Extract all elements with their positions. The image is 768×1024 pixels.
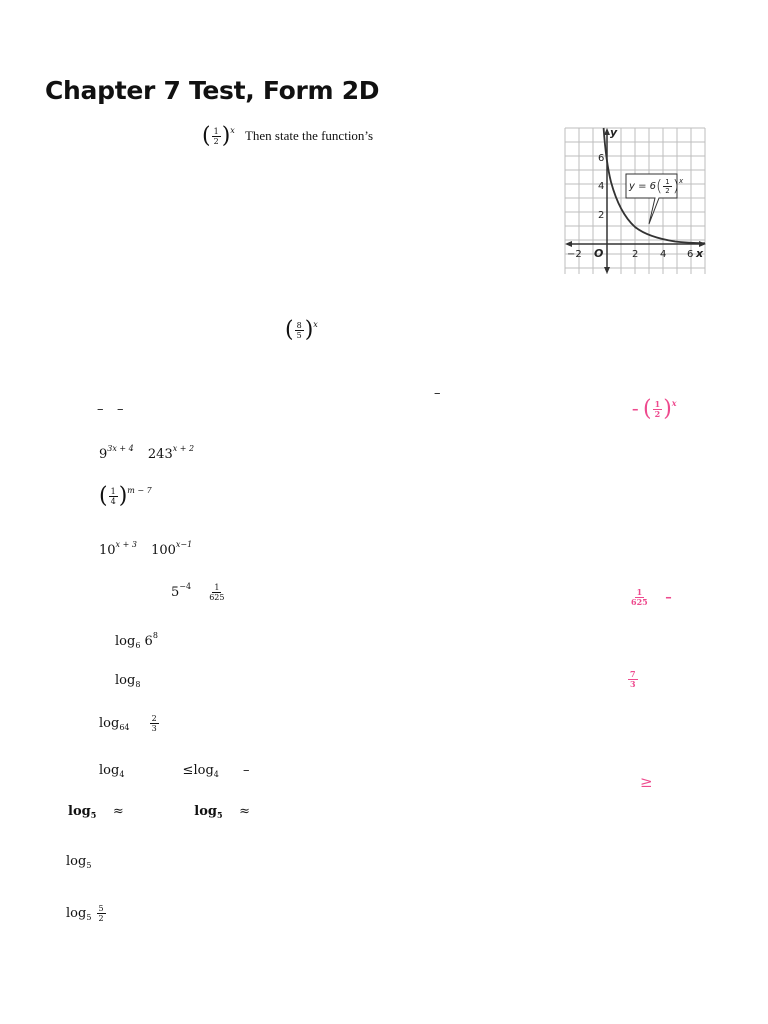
q1-text: Then state the function’s xyxy=(244,128,374,143)
equation-5: $\log_6 6^8$ xyxy=(115,631,158,650)
y-axis-label: y xyxy=(610,126,618,139)
answer-pink-2: $\frac{1}{625}$ – xyxy=(631,587,672,607)
equation-10: $\log_5$ xyxy=(66,854,92,870)
origin-label: O xyxy=(594,247,604,260)
answer-pink-3: $\frac{7}{3}$ xyxy=(630,669,636,689)
dash-left-1: – xyxy=(97,402,104,417)
x-tick-2: 2 xyxy=(632,249,639,260)
dash-left-2: – xyxy=(117,402,124,417)
equation-9: $\log_5 \approx \log_5$ ≈ xyxy=(68,804,250,820)
paren-close: ) xyxy=(221,123,231,149)
equation-6: $\log_8$ xyxy=(115,673,141,689)
x-tick-neg2: −2 xyxy=(567,249,582,260)
x-axis-label: x xyxy=(696,247,704,260)
q1-fraction: $\frac{1}{2}$ xyxy=(213,127,219,146)
answer-pink-4: ≥ xyxy=(640,773,653,791)
equation-3: $10^{x + 3}$ $100^{x-1}$ xyxy=(99,540,193,558)
graph-svg xyxy=(563,126,707,276)
page-title: Chapter 7 Test, Form 2D xyxy=(45,76,380,105)
dash-top: – xyxy=(434,386,441,401)
answer-pink-1: – ( $\frac{1}{2}$ )$^x$ xyxy=(632,396,677,422)
q2-expression: ( $\frac{8}{5}$ )$^x$ xyxy=(285,317,318,343)
exponential-graph xyxy=(563,126,707,276)
y-tick-2: 2 xyxy=(598,210,605,221)
equation-8: $\log_4 \le\log_4$ – xyxy=(99,763,250,779)
equation-7: $\log_{64}$ $\frac{2}{3}$ xyxy=(99,714,157,733)
equation-1: $9^{3x + 4}$ $243^{x + 2}$ xyxy=(99,444,195,462)
y-tick-6: 6 xyxy=(598,153,605,164)
paren-open: ( xyxy=(202,123,211,149)
q1-expression: ( $\frac{1}{2}$ )$^x$ Then state the function’s xyxy=(202,123,374,149)
equation-4: $5^{-4}$ $\frac{1}{625}$ xyxy=(171,582,225,602)
equation-2: ( $\frac{1}{4}$ )$^{m - 7}$ xyxy=(99,483,152,509)
graph-equation: y = 6( $\frac{1}{2}$ )$^x$ xyxy=(629,176,684,195)
x-tick-4: 4 xyxy=(660,249,667,260)
equation-11: $\log_5$ $\frac{5}{2}$ xyxy=(66,904,104,923)
y-tick-4: 4 xyxy=(598,181,605,192)
x-tick-6: 6 xyxy=(687,249,694,260)
